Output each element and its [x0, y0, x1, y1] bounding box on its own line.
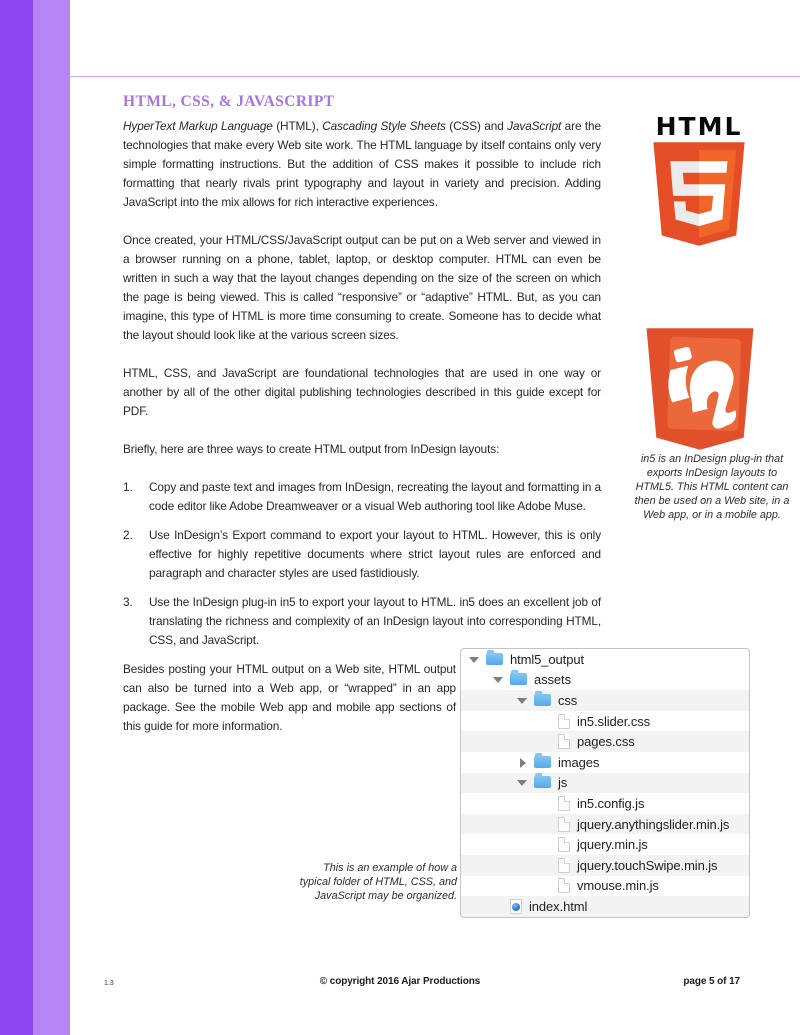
disclosure-collapsed-icon: [517, 757, 528, 768]
tree-row: [461, 896, 749, 917]
tree-row: [461, 649, 749, 670]
folder-icon: [534, 776, 551, 788]
folder-icon: [510, 673, 527, 685]
paragraph: Once created, your HTML/CSS/JavaScript output can be put on a Web server and viewed in a browser running on a phone, tablet, laptop, or desktop computer. HTML can even be written in such a way that the layout changes depending on the size of the screen on which the page is being viewed. This is called “responsive” or “adaptive” HTML. But, as you can imagine, this type of HTML is more time consuming to create. Someone has to decide what the layout should look like at the various screen sizes.: [123, 233, 601, 342]
closing-paragraph: Besides posting your HTML output on a Web site, HTML output can also be turned into a Web app, or “wrapped” in an app package. See the mobile Web app and mobile app sections of this guide for more information.: [123, 662, 456, 733]
footer-page-number: page 5 of 17: [683, 976, 740, 987]
list-item-text: Copy and paste text and images from InDesign, recreating the layout and formatting in a code editor like Adobe Dreamweaver or a visual Web authoring tool like Adobe Muse.: [149, 480, 601, 513]
tree-row: [461, 834, 749, 855]
file-icon: [558, 734, 570, 749]
sidebar-dark-strip: [0, 0, 33, 1035]
indent-spacer: [493, 901, 504, 912]
indent-spacer: [541, 819, 552, 830]
numbered-list: [123, 478, 601, 650]
html5-shield-icon: [653, 142, 745, 246]
tree-item-label: jquery.touchSwipe.min.js: [577, 857, 718, 873]
html5-logo: [648, 114, 750, 246]
indent-spacer: [541, 839, 552, 850]
indent-spacer: [541, 798, 552, 809]
in5-logo: [646, 328, 754, 455]
tree-item-label: jquery.min.js: [577, 837, 648, 853]
tree-row: [461, 773, 749, 794]
tree-item-label: in5.slider.css: [577, 713, 651, 729]
indent-spacer: [541, 860, 552, 871]
tree-item-label: vmouse.min.js: [577, 878, 659, 894]
list-item-number: 2.: [123, 528, 133, 542]
paragraph: HyperText Markup Language (HTML), Cascading Style Sheets (CSS) and JavaScript are the technologies that make every Web site work. The HTML language by itself contains only very simple formatting instructions. But the addition of CSS makes it possible to include rich formatting that nearly rivals print typography and layout in variety and precision. Adding JavaScript into the mix allows for rich interactive experiences.: [123, 119, 601, 209]
tree-item-label: in5.config.js: [577, 795, 645, 811]
list-item-number: 1.: [123, 480, 133, 494]
tree-row: [461, 793, 749, 814]
tree-item-label: images: [558, 754, 600, 770]
file-icon: [558, 858, 570, 873]
tree-item-label: index.html: [529, 898, 588, 914]
file-icon: [558, 837, 570, 852]
tree-row: [461, 814, 749, 835]
list-item: [123, 478, 601, 516]
list-item: [123, 526, 601, 583]
file-tree-panel: [460, 648, 750, 918]
html-file-icon: [510, 899, 522, 914]
paragraph: HTML, CSS, and JavaScript are foundational technologies that are used in one way or another by all of the other digital publishing technologies described in this guide except for PDF.: [123, 366, 601, 418]
tree-row: [461, 752, 749, 773]
body-paragraphs: [123, 117, 601, 459]
file-icon: [558, 817, 570, 832]
tree-item-label: pages.css: [577, 734, 635, 750]
header-rule: [70, 76, 800, 77]
folder-icon: [486, 653, 503, 665]
tree-item-label: assets: [534, 672, 571, 688]
disclosure-expanded-icon: [517, 777, 528, 788]
disclosure-expanded-icon: [469, 654, 480, 665]
disclosure-expanded-icon: [517, 695, 528, 706]
html5-wordmark: HTML: [655, 112, 743, 141]
list-item-text: Use the InDesign plug-in in5 to export your layout to HTML. in5 does an excellent job of translating the richness and complexity of an InDesign layout into corresponding HTML, CSS, and JavaScript.: [149, 595, 601, 647]
list-item: [123, 593, 601, 650]
tree-row: [461, 731, 749, 752]
tree-row: [461, 690, 749, 711]
footer-version: 1.3: [104, 980, 114, 987]
file-icon: [558, 796, 570, 811]
file-icon: [558, 714, 570, 729]
tree-caption: This is an example of how a typical folder of HTML, CSS, and JavaScript may be organized.: [299, 862, 457, 902]
disclosure-expanded-icon: [493, 674, 504, 685]
in5-caption: in5 is an InDesign plug-in that exports InDesign layouts to HTML5. This HTML content can then be used on a Web site, in a Web app, or in a mobile app.: [634, 453, 790, 521]
file-icon: [558, 878, 570, 893]
tree-row: [461, 711, 749, 732]
list-item-number: 3.: [123, 595, 133, 609]
file-tree: [461, 649, 749, 917]
paragraph: Briefly, here are three ways to create HTML output from InDesign layouts:: [123, 442, 500, 456]
list-item-text: Use InDesign’s Export command to export your layout to HTML. However, this is only effective for highly repetitive documents where strict layout rules are enforced and paragraph and character styles are used fastidiously.: [149, 528, 601, 580]
indent-spacer: [541, 716, 552, 727]
tree-row: [461, 876, 749, 897]
folder-icon: [534, 756, 551, 768]
indent-spacer: [541, 736, 552, 747]
tree-item-label: css: [558, 692, 578, 708]
indent-spacer: [541, 880, 552, 891]
tree-row: [461, 855, 749, 876]
tree-item-label: html5_output: [510, 651, 584, 667]
tree-item-label: js: [558, 775, 568, 791]
in5-shield-icon: [646, 328, 754, 450]
footer-copyright: © copyright 2016 Ajar Productions: [319, 976, 481, 987]
tree-row: [461, 670, 749, 691]
page-title: HTML, CSS, & JAVASCRIPT: [123, 93, 335, 111]
tree-item-label: jquery.anythingslider.min.js: [577, 816, 730, 832]
sidebar-light-strip: [33, 0, 70, 1035]
folder-icon: [534, 694, 551, 706]
